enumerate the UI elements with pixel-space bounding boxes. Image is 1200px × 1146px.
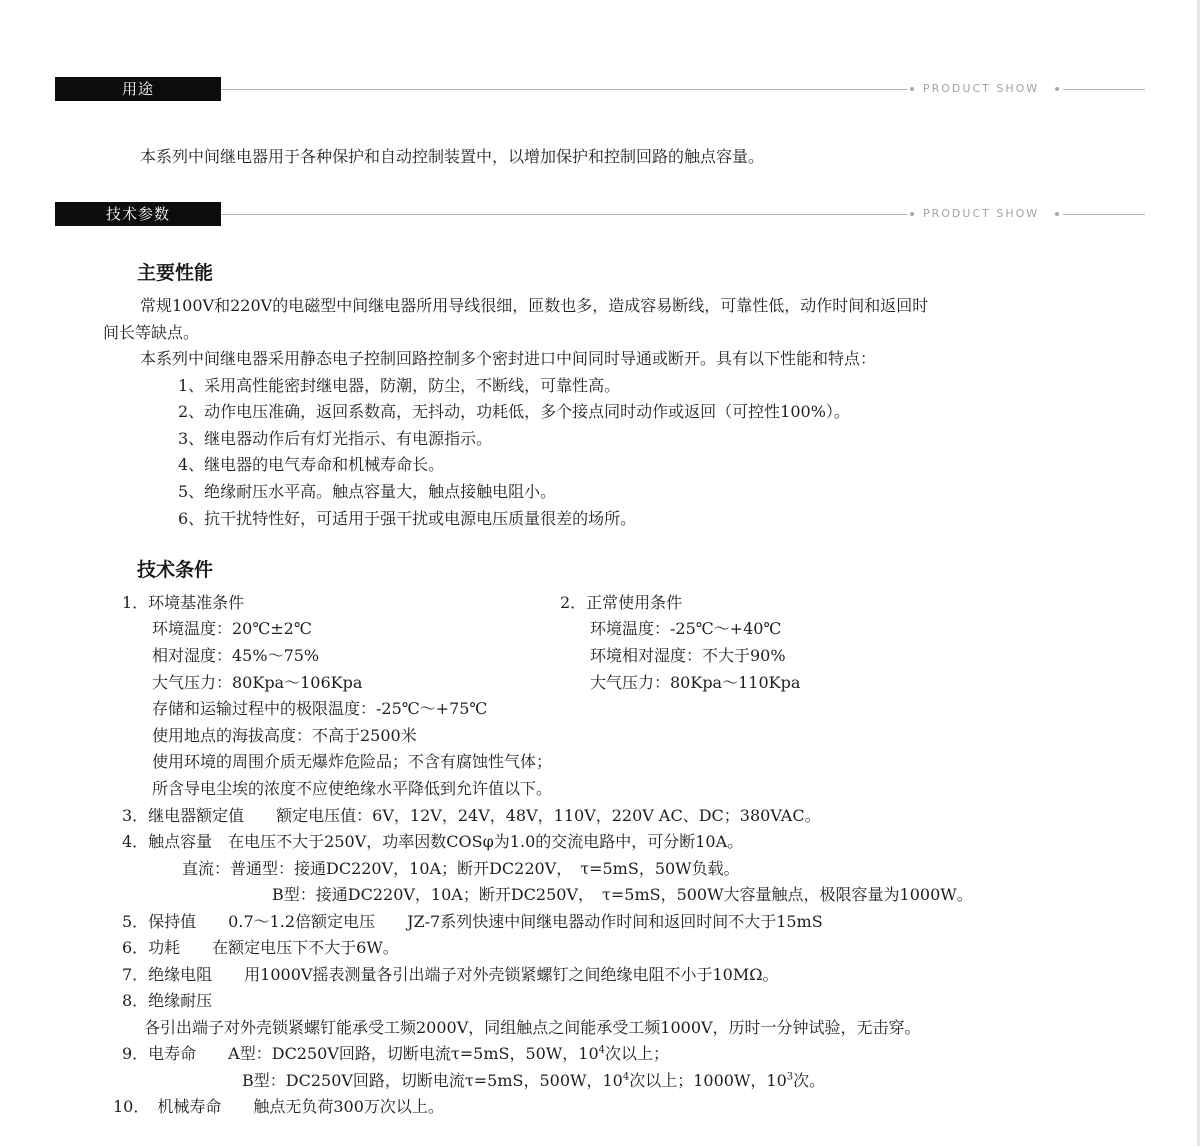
reference-line: 环境温度：20℃±2℃: [152, 619, 312, 638]
feature-item: 6、抗干扰特性好，可适用于强干扰或电源电压质量很差的场所。: [178, 509, 637, 528]
usage-description: 本系列中间继电器用于各种保护和自动控制装置中，以增加保护和控制回路的触点容量。: [140, 147, 765, 166]
section-tag: PRODUCT SHOW: [923, 82, 1040, 95]
conditions-heading: 技术条件: [137, 559, 214, 581]
normal-line: 环境相对湿度：不大于90%: [590, 646, 786, 665]
dot-icon: [910, 87, 914, 91]
dot-icon: [910, 212, 914, 216]
performance-heading: 主要性能: [137, 262, 214, 284]
section-divider: [1063, 214, 1145, 215]
section-divider: [1063, 89, 1145, 90]
feature-item: 2、动作电压准确，返回系数高，无抖动，功耗低，多个接点同时动作或返回（可控性100%）。: [178, 402, 850, 421]
normal-line: 环境温度：-25℃～+40℃: [590, 619, 782, 638]
dot-icon: [1055, 87, 1059, 91]
rated-values: 3．继电器额定值 额定电压值：6V，12V，24V，48V，110V，220V AC、DC；380VAC。: [122, 806, 821, 825]
section-header-tech: [55, 202, 1145, 226]
normal-line: 大气压力：80Kpa～110Kpa: [590, 673, 801, 692]
reference-line: 所含导电尘埃的浓度不应使绝缘水平降低到允许值以下。: [152, 779, 553, 798]
electrical-life-b: B型：DC250V回路，切断电流τ=5mS，500W，$10^4$次以上；1000W，$10^3$次。: [242, 1071, 826, 1090]
reference-line: 使用地点的海拔高度：不高于2500米: [152, 726, 417, 745]
dc-b-type: B型：接通DC220V，10A；断开DC250V， τ=5mS，500W大容量触点，极限容量为1000W。: [272, 885, 973, 904]
contact-capacity: 4．触点容量 在电压不大于250V，功率因数COSφ为1.0的交流电路中，可分断10A。: [122, 832, 744, 851]
performance-para: 本系列中间继电器采用静态电子控制回路控制多个密封进口中间同时导通或断开。具有以下性能和特点：: [140, 349, 877, 368]
withstand-text: 各引出端子对外壳锁紧螺钉能承受工频2000V，同组触点之间能承受工频1000V，历时一分钟试验，无击穿。: [144, 1018, 921, 1037]
section-tab-usage: 用途: [55, 77, 221, 101]
reference-line: 大气压力：80Kpa～106Kpa: [152, 673, 363, 692]
mechanical-life: 10． 机械寿命 触点无负荷300万次以上。: [113, 1097, 444, 1116]
hold-value: 5．保持值 0.7～1.2倍额定电压 JZ-7系列快速中间继电器动作时间和返回时间不大于15mS: [122, 912, 823, 931]
section-tag: PRODUCT SHOW: [923, 207, 1040, 220]
feature-item: 4、继电器的电气寿命和机械寿命长。: [178, 455, 445, 474]
reference-line: 使用环境的周围介质无爆炸危险品；不含有腐蚀性气体；: [152, 752, 553, 771]
performance-para: 间长等缺点。: [103, 323, 200, 342]
feature-item: 1、采用高性能密封继电器，防潮，防尘，不断线，可靠性高。: [178, 376, 621, 395]
section-divider: [221, 214, 907, 215]
performance-para: 常规100V和220V的电磁型中间继电器所用导线很细，匝数也多，造成容易断线，可靠性低，动作时间和返回时: [140, 296, 929, 315]
reference-title: 1．环境基准条件: [122, 593, 245, 612]
dc-normal-type: 直流：普通型：接通DC220V，10A；断开DC220V， τ=5mS，50W负载。: [182, 859, 740, 878]
section-header-usage: [55, 77, 1145, 101]
dot-icon: [1055, 212, 1059, 216]
electrical-life-a: 9．电寿命 A型：DC250V回路，切断电流τ=5mS，50W，$10^4$次以上；: [122, 1044, 670, 1063]
normal-title: 2．正常使用条件: [560, 593, 683, 612]
feature-item: 5、绝缘耐压水平高。触点容量大，触点接触电阻小。: [178, 482, 557, 501]
power-consumption: 6．功耗 在额定电压下不大于6W。: [122, 938, 399, 957]
insulation-resistance: 7．绝缘电阻 用1000V摇表测量各引出端子对外壳锁紧螺钉之间绝缘电阻不小于10MΩ。: [122, 965, 779, 984]
feature-item: 3、继电器动作后有灯光指示、有电源指示。: [178, 429, 493, 448]
withstand-title: 8．绝缘耐压: [122, 991, 213, 1010]
section-tab-tech: 技术参数: [55, 202, 221, 226]
section-divider: [221, 89, 907, 90]
reference-line: 存储和运输过程中的极限温度：-25℃～+75℃: [152, 699, 488, 718]
reference-line: 相对湿度：45%～75%: [152, 646, 320, 665]
